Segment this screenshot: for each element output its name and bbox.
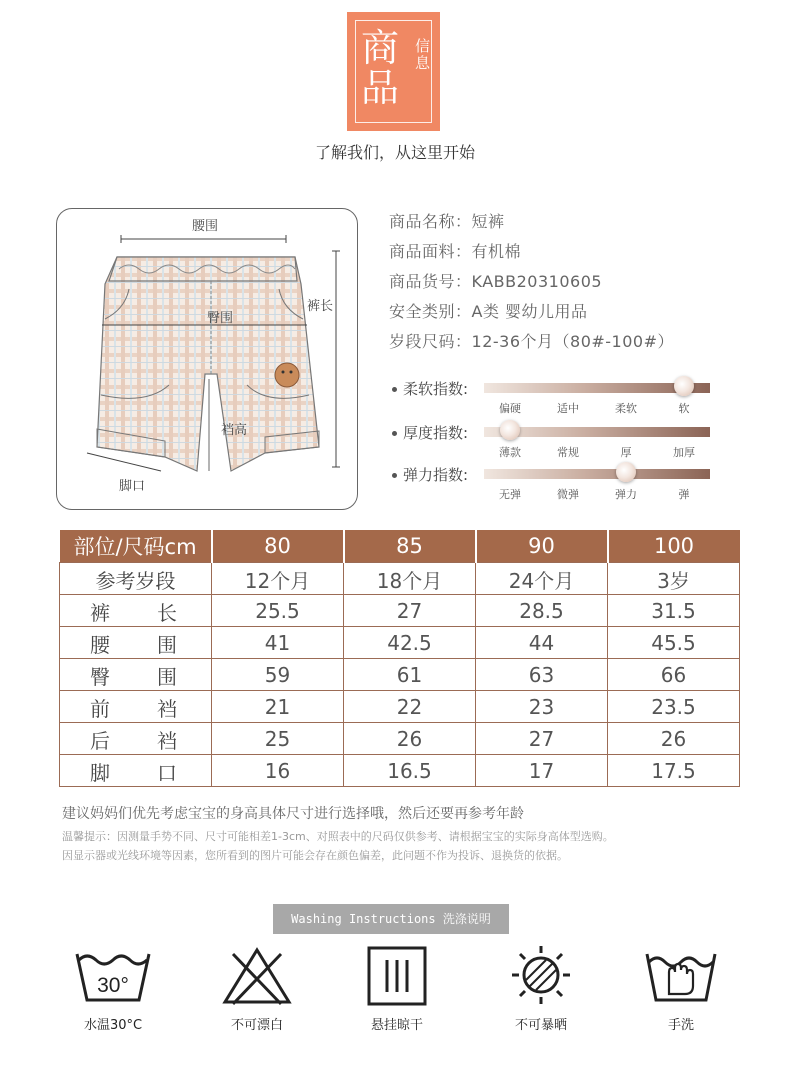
table-row	[60, 594, 740, 626]
table-cell: 16	[212, 754, 344, 786]
wash-label: 手洗	[667, 1018, 694, 1033]
table-cell: 24个月	[476, 562, 608, 594]
table-cell: 45.5	[608, 626, 740, 658]
wash-item	[337, 944, 457, 1033]
info-row-fabric: 商品面料：有机棉	[389, 242, 522, 261]
table-row	[60, 562, 740, 594]
table-cell: 23.5	[608, 690, 740, 722]
slider-tick: 柔软	[615, 402, 637, 415]
row-label: 臀围	[60, 658, 212, 690]
info-row-size: 岁段尺码：12-36个月（80#-100#）	[389, 332, 674, 351]
table-cell: 25.5	[212, 594, 344, 626]
table-cell: 63	[476, 658, 608, 690]
no-sun-icon	[501, 944, 581, 1006]
row-label: 腰围	[60, 626, 212, 658]
hip-label: 臀围	[207, 311, 234, 326]
table-cell: 61	[344, 658, 476, 690]
hang-dry-icon	[357, 944, 437, 1006]
wash-item	[481, 944, 601, 1033]
length-label: 裤长	[307, 299, 334, 314]
info-row-name: 商品名称：短裤	[389, 212, 505, 231]
slider-tick: 软	[678, 402, 690, 415]
table-cell: 31.5	[608, 594, 740, 626]
slider-knob	[616, 462, 636, 482]
table-header-row	[60, 530, 740, 562]
no-bleach-icon	[217, 944, 297, 1006]
wash-30-icon	[73, 944, 153, 1006]
row-label: 裤长	[60, 594, 212, 626]
wash-label: 悬挂晾干	[370, 1018, 423, 1033]
product-info-list	[389, 209, 674, 359]
wash-item	[621, 944, 741, 1033]
tip-text: 因显示器或光线环境等因素，您所看到的图片可能会存在颜色偏差，此问题不作为投诉、退换货的依据。	[62, 849, 568, 862]
slider-knob	[500, 420, 520, 440]
table-cell: 21	[212, 690, 344, 722]
row-label: 参考岁段	[60, 562, 212, 594]
wash-title: Washing Instructions 洗涤说明	[273, 904, 509, 934]
table-row	[60, 722, 740, 754]
slider-label: 厚度指数:	[403, 424, 469, 442]
wash-label: 水温30°C	[83, 1018, 143, 1033]
info-row-safety: 安全类别：A类 婴幼儿用品	[389, 302, 588, 321]
table-header-cell: 80	[212, 530, 344, 562]
table-header-cell: 90	[476, 530, 608, 562]
wash-label: 不可漂白	[230, 1018, 283, 1033]
shorts-illustration	[57, 209, 359, 511]
table-header-cell: 100	[608, 530, 740, 562]
softness-slider	[392, 380, 722, 420]
shorts-diagram	[56, 208, 358, 510]
table-cell: 42.5	[344, 626, 476, 658]
table-cell: 16.5	[344, 754, 476, 786]
wash-label: 不可暴晒	[514, 1018, 567, 1033]
tip-text: 温馨提示：因测量手势不同、尺寸可能相差1-3cm、对照表中的尺码仅供参考、请根据宝宝的实际身高体型选购。	[62, 830, 614, 843]
slider-tick: 弹力	[615, 488, 637, 501]
waist-label: 腰围	[192, 219, 219, 234]
table-row	[60, 626, 740, 658]
slider-tick: 微弹	[557, 488, 579, 501]
wash-item	[197, 944, 317, 1033]
bullet-icon	[392, 473, 397, 478]
slider-track	[484, 469, 710, 479]
hand-wash-icon	[641, 944, 721, 1006]
slider-tick: 厚	[620, 446, 632, 459]
table-header-cell: 85	[344, 530, 476, 562]
leg-opening-label: 脚口	[119, 479, 146, 494]
table-cell: 17	[476, 754, 608, 786]
slider-tick: 薄款	[499, 446, 521, 459]
slider-tick: 加厚	[673, 446, 695, 459]
row-label: 前裆	[60, 690, 212, 722]
size-table	[59, 530, 740, 787]
table-header-cell: 部位/尺码cm	[60, 530, 212, 562]
wash-temp-text: 30°	[97, 974, 129, 997]
table-cell: 44	[476, 626, 608, 658]
badge-side-text: 信息	[415, 37, 431, 72]
table-cell: 27	[344, 594, 476, 626]
table-cell: 18个月	[344, 562, 476, 594]
slider-label: 柔软指数:	[403, 380, 469, 398]
table-cell: 23	[476, 690, 608, 722]
page-subtitle: 了解我们，从这里开始	[314, 143, 475, 162]
row-label: 脚口	[60, 754, 212, 786]
product-info-badge	[347, 12, 440, 131]
table-cell: 25	[212, 722, 344, 754]
table-cell: 66	[608, 658, 740, 690]
table-row	[60, 658, 740, 690]
table-cell: 27	[476, 722, 608, 754]
table-cell: 26	[608, 722, 740, 754]
slider-tick: 偏硬	[499, 402, 521, 415]
table-cell: 26	[344, 722, 476, 754]
badge-main-text: 商品	[361, 26, 400, 110]
crotch-label: 裆高	[221, 423, 248, 438]
slider-label: 弹力指数:	[403, 466, 469, 484]
table-cell: 17.5	[608, 754, 740, 786]
size-advice-text: 建议妈妈们优先考虑宝宝的身高具体尺寸进行选择哦，然后还要再参考年龄	[62, 806, 524, 822]
table-cell: 28.5	[476, 594, 608, 626]
thickness-slider	[392, 424, 722, 464]
table-row	[60, 690, 740, 722]
slider-tick: 弹	[678, 488, 690, 501]
wash-item	[53, 944, 173, 1033]
slider-knob	[674, 376, 694, 396]
slider-tick: 常规	[557, 446, 579, 459]
bullet-icon	[392, 387, 397, 392]
table-cell: 59	[212, 658, 344, 690]
slider-tick: 适中	[557, 402, 579, 415]
table-cell: 41	[212, 626, 344, 658]
row-label: 后裆	[60, 722, 212, 754]
table-row	[60, 754, 740, 786]
table-cell: 22	[344, 690, 476, 722]
info-row-sku: 商品货号：KABB20310605	[389, 272, 603, 291]
slider-tick: 无弹	[499, 488, 521, 501]
elasticity-slider	[392, 466, 722, 506]
table-cell: 12个月	[212, 562, 344, 594]
bullet-icon	[392, 431, 397, 436]
table-cell: 3岁	[608, 562, 740, 594]
